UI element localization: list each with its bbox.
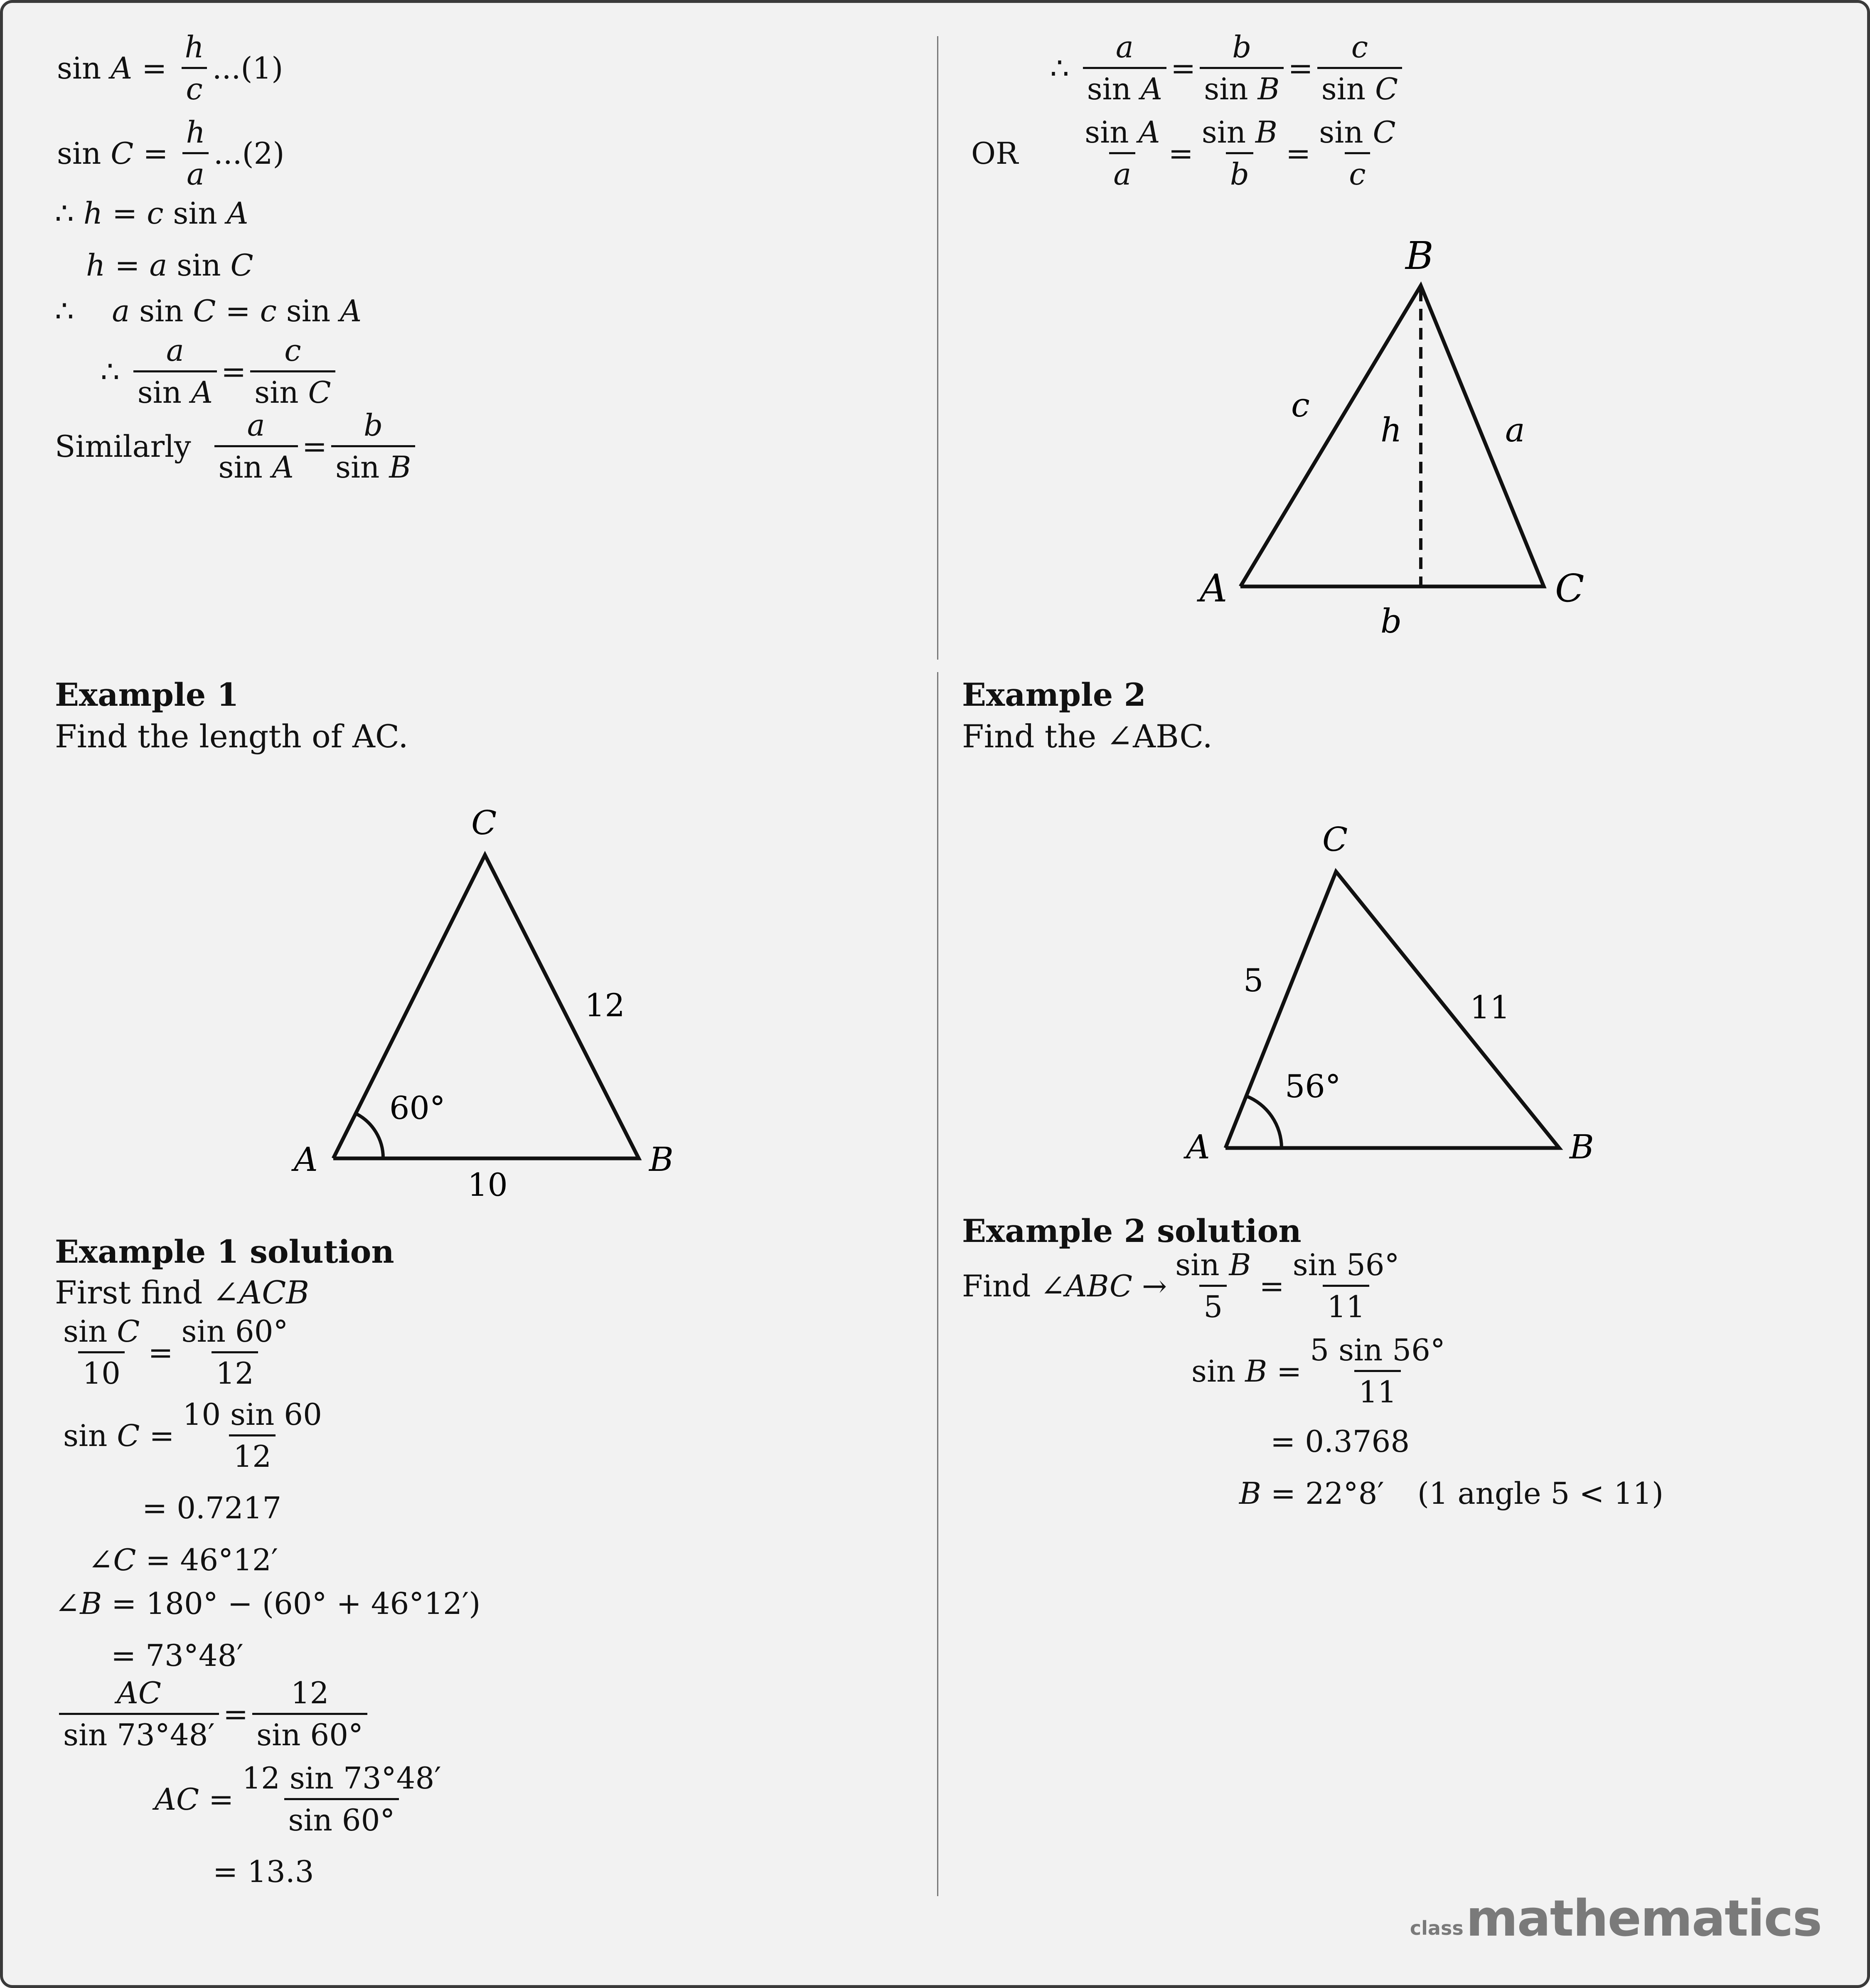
example-2-vertex-a: A: [1186, 1128, 1210, 1166]
example-1-side-ab: 10: [468, 1166, 508, 1203]
example-2-note: (1 angle 5 < 11): [1417, 1476, 1664, 1511]
example-2-step-3: = 0.3768: [1270, 1424, 1410, 1459]
example-1-step-2: sin C = $\frac{10 \sin 60}{12}$: [63, 1397, 322, 1474]
example-1-question: Find the length of AC.: [55, 718, 408, 755]
derivation-line-1: sin A = $\frac{h}{c}$ ...(1): [57, 30, 283, 106]
example-1-solution-heading: Example 1 solution: [55, 1233, 394, 1270]
example-1-angle-b-value: 73°48′: [145, 1638, 244, 1673]
example-1-step-3: = 0.7217: [142, 1490, 282, 1525]
example-2-step-2: sin B = $\frac{5 \sin 56^\circ}{11}$: [1191, 1333, 1445, 1409]
vertex-label-b: B: [1405, 234, 1434, 278]
derivation-line-4: h = a sin C: [86, 248, 253, 283]
class-mathematics-logo: [1410, 1890, 1821, 1948]
example-2-vertex-c: C: [1322, 820, 1348, 859]
derivation-line-6: ∴ $\frac{a}{\text{sin A}}$ = $\frac{c}{\text{sin C}}$: [101, 335, 340, 407]
derivation-line-2: sin C = $\frac{h}{a}$ ...(2): [57, 115, 285, 192]
example-1-step-1: $\frac{\text{sin C}}{10}$ = $\frac{\sin 60^\circ}{12}$: [63, 1314, 288, 1391]
example-1-triangle: [269, 801, 726, 1217]
eq1-tag: ...(1): [212, 50, 283, 86]
example-1-vertex-b: B: [649, 1140, 674, 1179]
example-2-heading: Example 2: [962, 676, 1146, 713]
example-2-angle-label: 56°: [1285, 1068, 1341, 1105]
triangle-height-diagram: [1166, 227, 1624, 643]
example-2-question: Find the ∠ABC.: [962, 718, 1213, 755]
example-2-triangle: [1175, 818, 1632, 1192]
example-1-angle-label: 60°: [389, 1089, 445, 1126]
example-1-step-9: = 13.3: [213, 1854, 314, 1889]
example-2-b-value: 22°8′: [1305, 1476, 1384, 1511]
side-label-c: c: [1291, 386, 1310, 424]
example-2-side-ac: 5: [1243, 962, 1264, 999]
logo-small-text: class: [1410, 1917, 1464, 1939]
example-1-vertex-a: A: [294, 1140, 318, 1179]
derivation-line-7: Similarly $\frac{a}{\text{sin A}}$ = $\frac{b}{\text{sin B}}$: [55, 410, 419, 482]
example-1-step-8: AC = $\frac{12 \sin 73^\circ 48'}{\sin 60^\circ}$: [155, 1761, 441, 1838]
example-2-step-4: B = 22°8′ (1 angle 5 < 11): [1239, 1476, 1664, 1511]
similarly-label: Similarly: [55, 429, 191, 464]
example-1-sinc-value: 0.7217: [177, 1490, 282, 1525]
example-1-intro: [55, 1274, 310, 1311]
example-2-side-bc: 11: [1470, 989, 1510, 1026]
or-label: OR: [971, 135, 1019, 171]
sine-rule-alternate: OR $\frac{\text{sin A}}{a}$ = $\frac{\text{sin B}}{b}$ = $\frac{\text{sin C}}{c}$: [971, 115, 1396, 192]
derivation-line-3: ∴ h = c sin A: [55, 196, 249, 231]
example-1-ac-value: 13.3: [247, 1854, 314, 1889]
example-2-sinb-value: 0.3768: [1305, 1424, 1410, 1459]
vertex-label-c: C: [1555, 566, 1585, 611]
example-2-vertex-b: B: [1570, 1128, 1594, 1166]
side-label-a: a: [1505, 411, 1525, 449]
example-2-intro-prefix: Find: [962, 1268, 1031, 1303]
example-1-step-5: ∠ B = 180° − (60° + 46°12′): [55, 1586, 481, 1621]
example-1-vertex-c: C: [471, 803, 497, 842]
derivation-line-5: ∴ a sin C = c sin A: [55, 293, 362, 328]
example-1-step-6: = 73°48′: [111, 1638, 244, 1673]
logo-big-text: mathematics: [1466, 1890, 1821, 1948]
example-2-solution-heading: Example 2 solution: [962, 1212, 1302, 1249]
example-1-intro-angle: ∠ACB: [212, 1274, 310, 1311]
eq2-tag: ...(2): [213, 135, 285, 171]
example-2-angle-arc: [1246, 1096, 1282, 1148]
column-divider-bottom: [937, 672, 938, 1896]
example-1-angle-arc: [356, 1113, 383, 1158]
example-1-step-7: $\frac{AC}{\sin 73^\circ 48'}$ = $\frac{12}{\sin 60^\circ}$: [55, 1678, 372, 1750]
example-2-intro-angle: ∠ABC: [1040, 1268, 1133, 1303]
example-1-intro-prefix: First find: [55, 1274, 203, 1311]
side-label-b: b: [1380, 602, 1402, 640]
example-1-heading: Example 1: [55, 676, 239, 713]
example-2-step-1: Find ∠ABC → $\frac{\text{sin B}}{5}$ = $\frac{\sin 56^\circ}{11}$: [962, 1247, 1400, 1324]
vertex-label-a: A: [1200, 566, 1228, 611]
example-1-angle-c-value: 46°12′: [180, 1542, 278, 1577]
height-label-h: h: [1380, 411, 1402, 449]
example-1-step-4: ∠ C = 46°12′: [88, 1542, 278, 1577]
sine-rule-main: ∴ $\frac{a}{\text{sin A}}$ = $\frac{b}{\text{sin B}}$ = $\frac{c}{\text{sin C}}$: [1050, 32, 1406, 104]
column-divider-top: [937, 36, 938, 660]
example-1-side-bc: 12: [585, 987, 625, 1024]
